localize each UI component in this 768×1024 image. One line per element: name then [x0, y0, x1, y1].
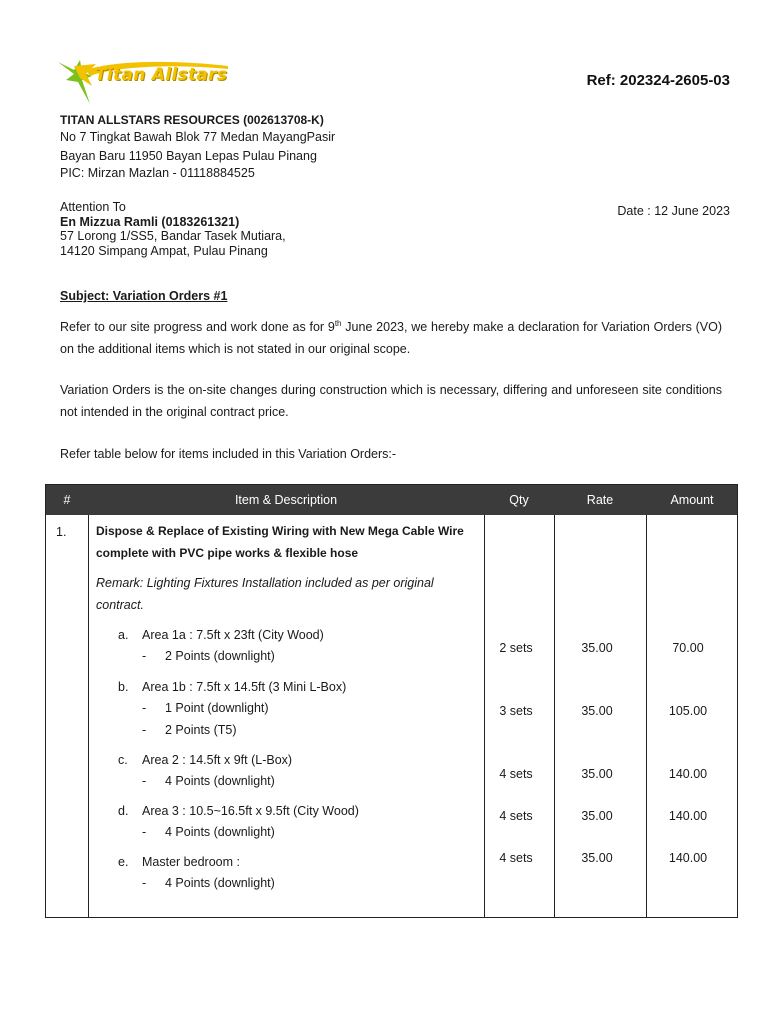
column-divider — [646, 515, 647, 917]
rate-cell: 35.00 — [581, 767, 613, 781]
amount-cell: 140.00 — [668, 851, 708, 865]
paragraph-1-b: June 2023, we hereby make a declaration for Variation Orders (VO) on the additional items which is not stated in our original scope. — [60, 320, 723, 356]
sub-item-point: 4 Points (downlight) — [165, 876, 275, 890]
row-number: 1. — [56, 525, 67, 539]
column-divider — [554, 515, 555, 917]
rate-cell: 35.00 — [581, 851, 613, 865]
dash: - — [142, 774, 147, 788]
sub-item-label: Area 1b : 7.5ft x 14.5ft (3 Mini L-Box) — [142, 680, 347, 694]
dash: - — [142, 723, 147, 737]
sub-item-label: Area 1a : 7.5ft x 23ft (City Wood) — [142, 628, 324, 642]
company-address-1: No 7 Tingkat Bawah Blok 77 Medan MayangPasir — [60, 130, 336, 144]
header-qty: Qty — [509, 493, 529, 507]
qty-cell: 2 sets — [499, 641, 533, 655]
dash: - — [142, 825, 147, 839]
dash: - — [142, 876, 147, 890]
amount-cell: 140.00 — [668, 767, 708, 781]
item-remark: Remark: Lighting Fixtures Installation included as per original contract. — [96, 576, 434, 612]
sub-item-label: Master bedroom : — [142, 855, 240, 869]
qty-cell: 4 sets — [499, 809, 533, 823]
sub-item-label: Area 3 : 10.5~16.5ft x 9.5ft (City Wood) — [142, 804, 359, 818]
sub-item-label: Area 2 : 14.5ft x 9ft (L-Box) — [142, 753, 293, 767]
document-date: Date : 12 June 2023 — [617, 204, 730, 218]
sub-item-point: 2 Points (T5) — [165, 723, 237, 737]
sub-item-letter: e. — [118, 855, 129, 869]
paragraph-1-sup: th — [334, 318, 342, 328]
amount-cell: 105.00 — [668, 704, 708, 718]
company-block — [60, 112, 335, 182]
rate-cell: 35.00 — [581, 641, 613, 655]
sub-item-letter: d. — [118, 804, 129, 818]
sub-item-point: 1 Point (downlight) — [165, 701, 269, 715]
logo-text: Titan Allstars — [95, 65, 228, 85]
rate-cell: 35.00 — [581, 704, 613, 718]
dash: - — [142, 701, 147, 715]
paragraph-1 — [60, 317, 722, 360]
sub-item-point: 4 Points (downlight) — [165, 825, 275, 839]
dash: - — [142, 649, 147, 663]
sub-item-point: 4 Points (downlight) — [165, 774, 275, 788]
sub-item-letter: b. — [118, 680, 129, 694]
sub-item-letter: a. — [118, 628, 129, 642]
qty-cell: 4 sets — [499, 767, 533, 781]
company-pic: PIC: Mirzan Mazlan - 01118884525 — [60, 166, 255, 180]
attention-block — [60, 200, 286, 258]
attention-label: Attention To — [60, 200, 126, 214]
variation-orders-table — [45, 484, 738, 918]
qty-cell: 3 sets — [499, 704, 533, 718]
column-divider — [484, 515, 485, 917]
sub-item-point: 2 Points (downlight) — [165, 649, 275, 663]
paragraph-1-a: Refer to our site progress and work done as for 9 — [60, 320, 335, 334]
header-item: Item & Description — [234, 493, 338, 507]
attention-address-2: 14120 Simpang Ampat, Pulau Pinang — [60, 243, 268, 258]
amount-cell: 70.00 — [672, 641, 704, 655]
attention-name: En Mizzua Ramli (0183261321) — [60, 214, 240, 229]
header-rate: Rate — [586, 493, 614, 507]
amount-cell: 140.00 — [668, 809, 708, 823]
attention-address-1: 57 Lorong 1/SS5, Bandar Tasek Mutiara, — [60, 229, 286, 243]
rate-cell: 35.00 — [581, 809, 613, 823]
sub-item-letter: c. — [118, 753, 128, 767]
company-name: TITAN ALLSTARS RESOURCES (002613708-K) — [60, 113, 324, 127]
item-title: Dispose & Replace of Existing Wiring with New Mega Cable Wire complete with PVC pipe works & flexible hose — [96, 524, 464, 560]
table-header — [46, 485, 737, 515]
column-divider — [88, 515, 89, 917]
paragraph-3: Refer table below for items included in this Variation Orders:- — [60, 447, 397, 461]
paragraph-2: Variation Orders is the on-site changes during construction which is necessary, differing and unforeseen site conditions not intended in the original contract price. — [60, 383, 722, 419]
company-address-2: Bayan Baru 11950 Bayan Lepas Pulau Pinang — [60, 149, 317, 163]
subject-line: Subject: Variation Orders #1 — [60, 289, 228, 303]
header-num: # — [63, 493, 71, 507]
qty-cell: 4 sets — [499, 851, 533, 865]
header-amount: Amount — [670, 493, 714, 507]
reference-number: Ref: 202324-2605-03 — [586, 72, 730, 89]
